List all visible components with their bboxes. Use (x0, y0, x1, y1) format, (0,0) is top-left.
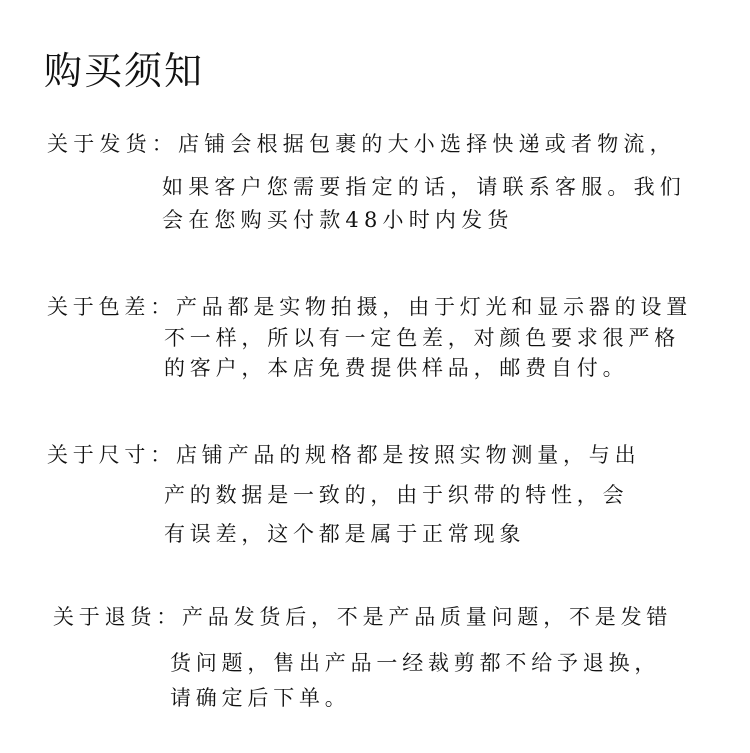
shipping-line-3: 会在您购买付款48小时内发货 (162, 208, 514, 232)
size-line-3: 有误差，这个都是属于正常现象 (164, 522, 526, 546)
color-line-2: 不一样，所以有一定色差，对颜色要求很严格 (164, 326, 680, 350)
color-line-1: 关于色差：产品都是实物拍摄，由于灯光和显示器的设置 (47, 295, 692, 319)
returns-line-3: 请确定后下单。 (170, 686, 351, 710)
page-title: 购买须知 (44, 49, 205, 93)
shipping-line-2: 如果客户您需要指定的话，请联系客服。我们 (162, 175, 686, 199)
shipping-line-1: 关于发货：店铺会根据包裹的大小选择快递或者物流， (47, 132, 676, 156)
returns-line-2: 货问题，售出产品一经裁剪都不给予退换， (170, 651, 661, 675)
size-line-1: 关于尺寸：店铺产品的规格都是按照实物测量，与出 (47, 443, 641, 467)
returns-line-1: 关于退货：产品发货后，不是产品质量问题，不是发错 (53, 605, 673, 629)
size-line-2: 产的数据是一致的，由于织带的特性，会 (164, 483, 629, 507)
color-line-3: 的客户，本店免费提供样品，邮费自付。 (164, 356, 629, 380)
